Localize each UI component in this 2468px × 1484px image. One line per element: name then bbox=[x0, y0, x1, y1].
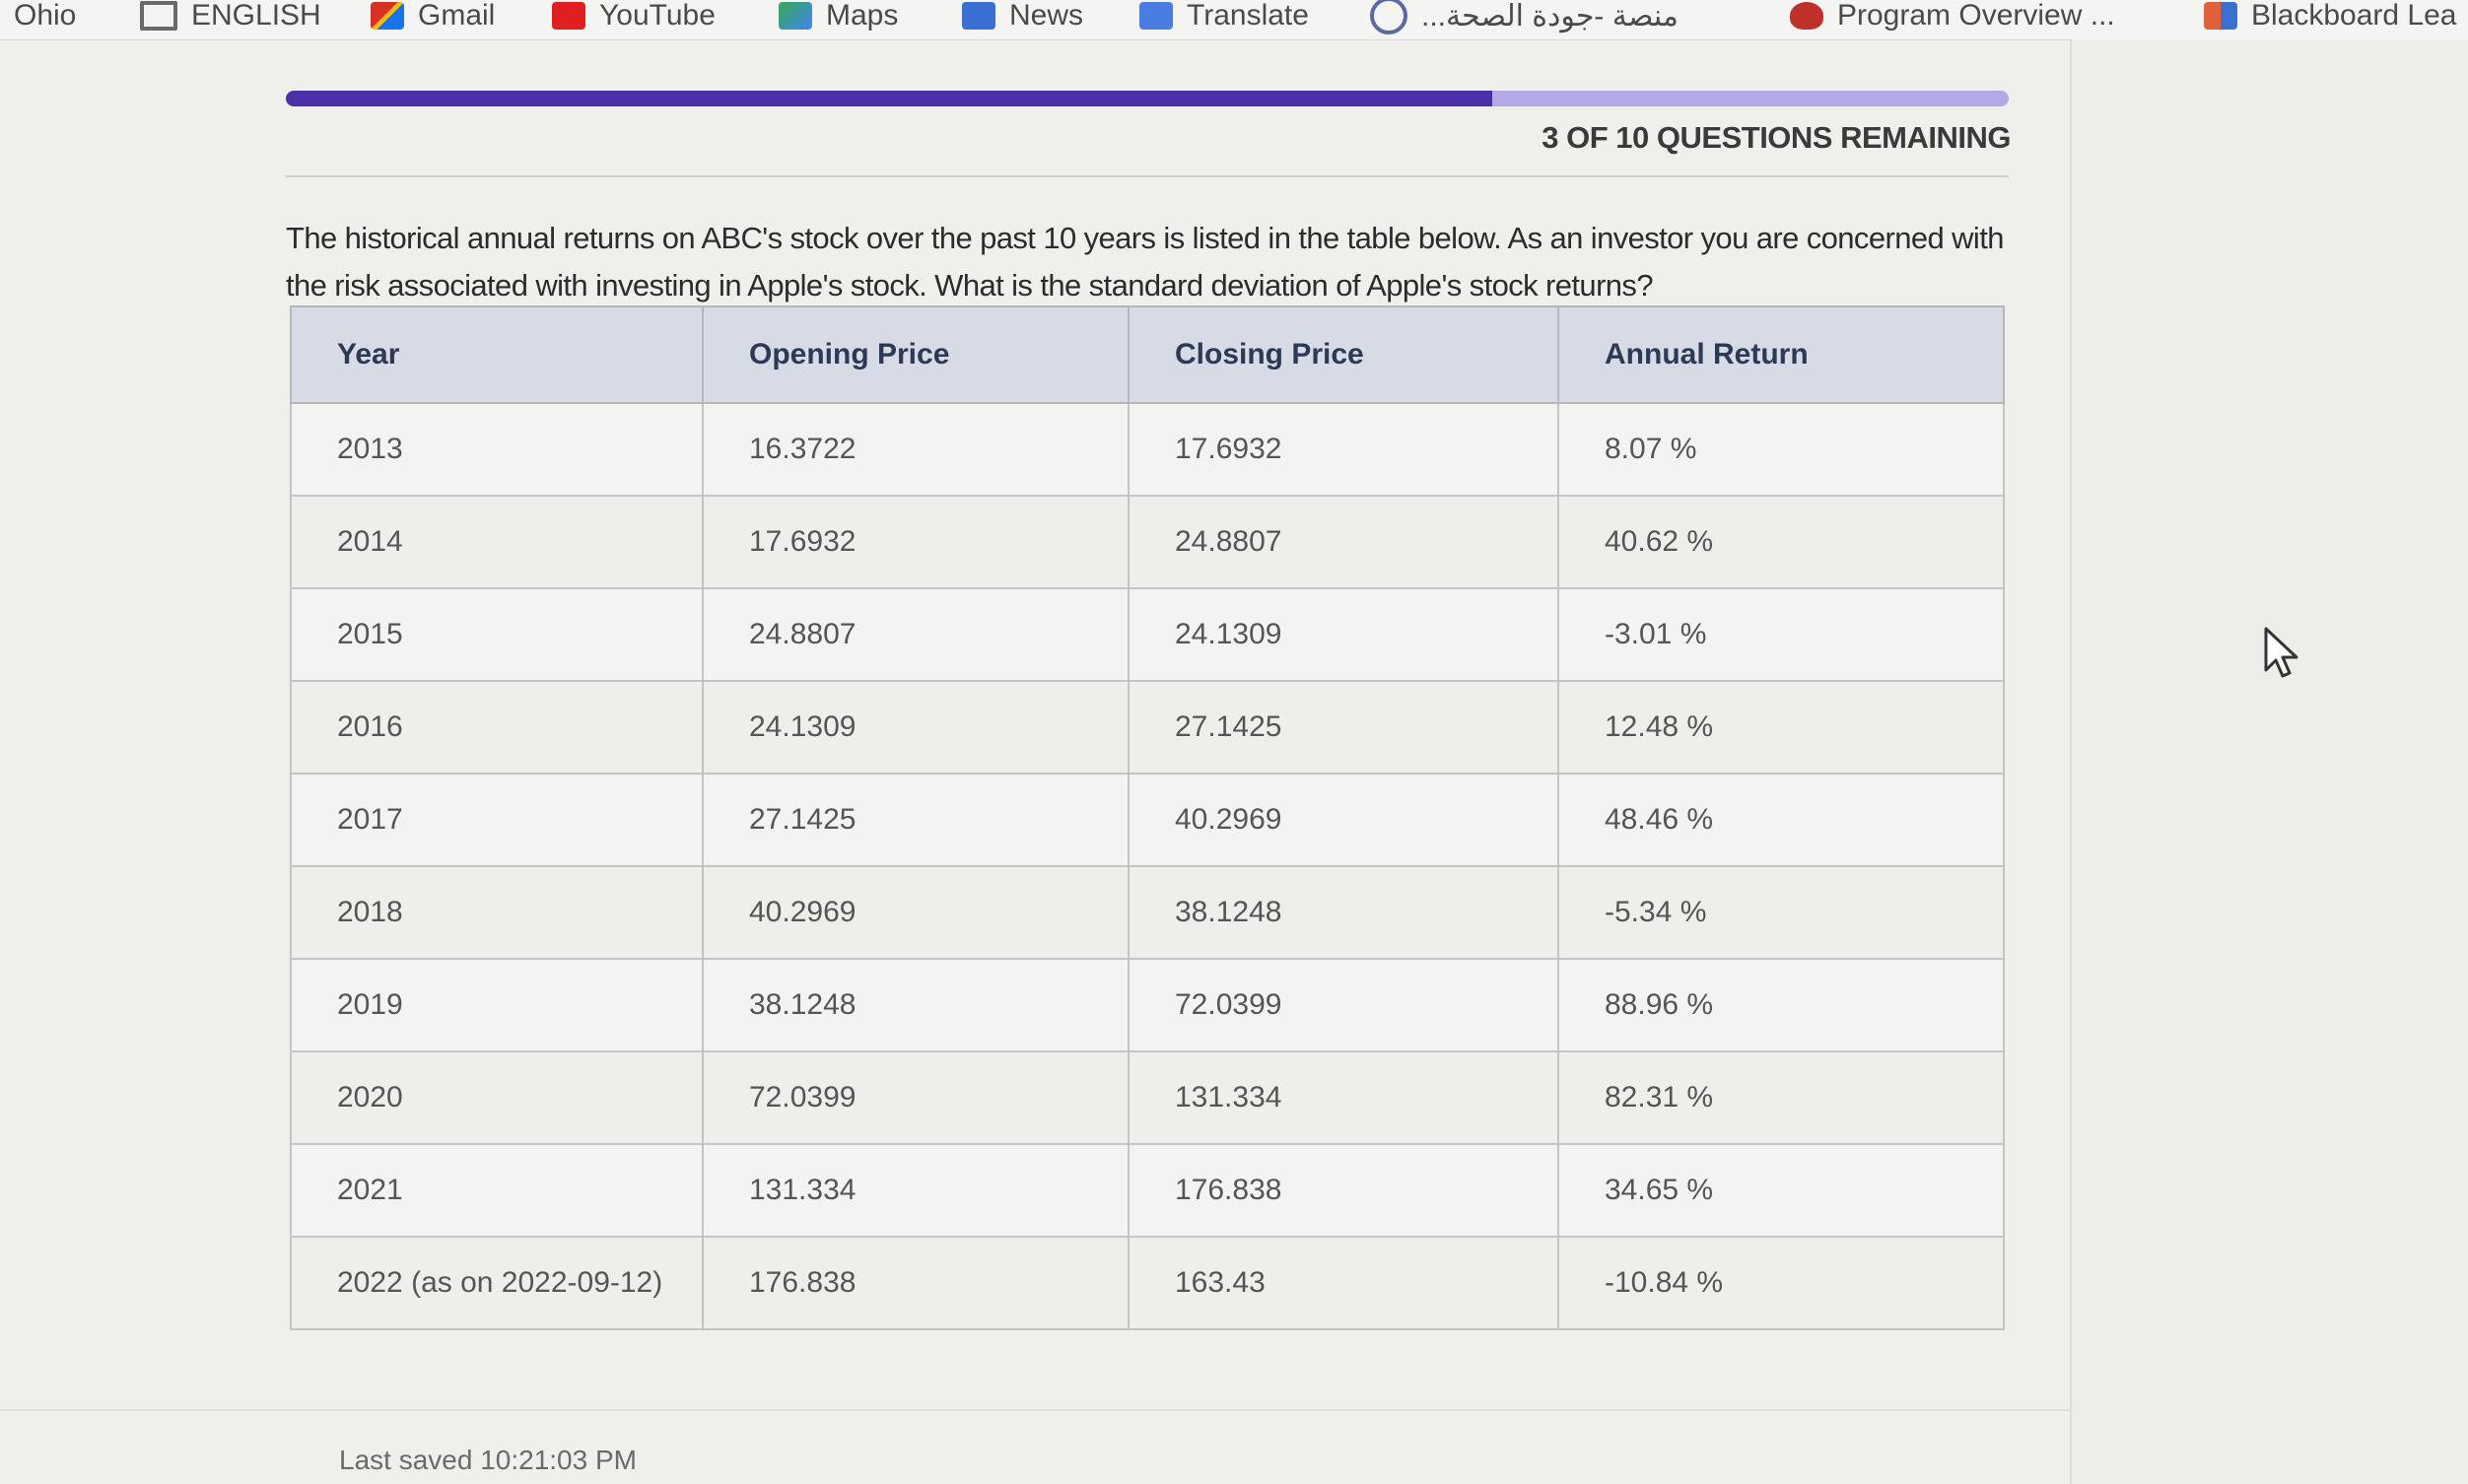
cell-annual-return: -5.34 % bbox=[1558, 866, 2004, 959]
returns-table bbox=[290, 305, 2005, 1330]
cell-closing-price: 17.6932 bbox=[1129, 403, 1558, 496]
table-row bbox=[291, 403, 2004, 496]
cell-opening-price: 17.6932 bbox=[703, 496, 1129, 588]
gmail-icon bbox=[371, 2, 404, 30]
table-row bbox=[291, 681, 2004, 774]
cell-opening-price: 24.1309 bbox=[703, 681, 1129, 774]
bookmark-label: Ohio bbox=[14, 0, 77, 32]
table-row bbox=[291, 959, 2004, 1051]
bookmark-program-overview[interactable] bbox=[1790, 0, 2115, 35]
cell-annual-return: 34.65 % bbox=[1558, 1144, 2004, 1237]
question-text: The historical annual returns on ABC's stock over the past 10 years is listed in the table below. As an investor you are concerned with the risk associated with investing in Apple's stock. What is the standard deviation of Apple's stock returns? bbox=[286, 221, 2004, 303]
cell-opening-price: 176.838 bbox=[703, 1237, 1129, 1329]
header-annual-return: Annual Return bbox=[1558, 306, 2004, 403]
news-icon bbox=[962, 2, 995, 30]
table-row bbox=[291, 866, 2004, 959]
cell-opening-price: 24.8807 bbox=[703, 588, 1129, 681]
cell-annual-return: 40.62 % bbox=[1558, 496, 2004, 588]
cell-annual-return: 82.31 % bbox=[1558, 1051, 2004, 1144]
cell-opening-price: 72.0399 bbox=[703, 1051, 1129, 1144]
last-saved-status: Last saved 10:21:03 PM bbox=[339, 1445, 637, 1475]
folder-icon bbox=[140, 1, 177, 31]
bookmarks-bar bbox=[0, 0, 2468, 40]
cell-year: 2014 bbox=[291, 496, 703, 588]
blackboard-icon bbox=[2204, 2, 2237, 30]
cell-year: 2020 bbox=[291, 1051, 703, 1144]
bookmark-label: Program Overview ... bbox=[1837, 0, 2115, 32]
bookmark-english[interactable] bbox=[140, 0, 321, 35]
cell-opening-price: 40.2969 bbox=[703, 866, 1129, 959]
cell-closing-price: 24.8807 bbox=[1129, 496, 1558, 588]
cell-year: 2016 bbox=[291, 681, 703, 774]
bookmark-label: Maps bbox=[826, 0, 899, 32]
cell-opening-price: 38.1248 bbox=[703, 959, 1129, 1051]
bookmark-label: ...منصة -جودة الصحة bbox=[1421, 0, 1679, 33]
bookmark-label: Translate bbox=[1187, 0, 1309, 32]
cell-annual-return: 12.48 % bbox=[1558, 681, 2004, 774]
bookmark-health-platform[interactable] bbox=[1370, 0, 1679, 35]
header-year: Year bbox=[291, 306, 703, 403]
youtube-icon bbox=[552, 2, 585, 30]
cell-closing-price: 131.334 bbox=[1129, 1051, 1558, 1144]
cell-opening-price: 27.1425 bbox=[703, 774, 1129, 866]
bookmark-news[interactable] bbox=[962, 0, 1083, 35]
header-closing-price: Closing Price bbox=[1129, 306, 1558, 403]
shield-icon bbox=[1790, 2, 1823, 30]
cell-annual-return: -3.01 % bbox=[1558, 588, 2004, 681]
quiz-progress-bar bbox=[286, 91, 2009, 106]
bookmark-translate[interactable] bbox=[1139, 0, 1309, 35]
cell-annual-return: 88.96 % bbox=[1558, 959, 2004, 1051]
cell-year: 2022 (as on 2022-09-12) bbox=[291, 1237, 703, 1329]
cell-closing-price: 163.43 bbox=[1129, 1237, 1558, 1329]
cell-closing-price: 40.2969 bbox=[1129, 774, 1558, 866]
bookmark-maps[interactable] bbox=[779, 0, 898, 35]
cell-closing-price: 72.0399 bbox=[1129, 959, 1558, 1051]
table-row bbox=[291, 1051, 2004, 1144]
bookmark-blackboard[interactable] bbox=[2204, 0, 2456, 35]
divider bbox=[286, 175, 2009, 177]
table-row bbox=[291, 774, 2004, 866]
table-row bbox=[291, 496, 2004, 588]
maps-icon bbox=[779, 2, 812, 30]
mouse-cursor-icon bbox=[2263, 627, 2302, 682]
cell-year: 2015 bbox=[291, 588, 703, 681]
cell-closing-price: 24.1309 bbox=[1129, 588, 1558, 681]
bookmark-label: Blackboard Lea bbox=[2251, 0, 2457, 32]
table-row bbox=[291, 1237, 2004, 1329]
cell-annual-return: 8.07 % bbox=[1558, 403, 2004, 496]
cell-year: 2018 bbox=[291, 866, 703, 959]
quiz-progress-fill bbox=[286, 91, 1492, 106]
cell-annual-return: 48.46 % bbox=[1558, 774, 2004, 866]
cell-closing-price: 27.1425 bbox=[1129, 681, 1558, 774]
bookmark-label: ENGLISH bbox=[191, 0, 321, 32]
cell-closing-price: 38.1248 bbox=[1129, 866, 1558, 959]
table-row bbox=[291, 588, 2004, 681]
cell-annual-return: -10.84 % bbox=[1558, 1237, 2004, 1329]
cell-year: 2021 bbox=[291, 1144, 703, 1237]
cell-opening-price: 131.334 bbox=[703, 1144, 1129, 1237]
table-row bbox=[291, 1144, 2004, 1237]
bookmark-ohio[interactable] bbox=[14, 0, 76, 35]
footer-divider bbox=[0, 1409, 2070, 1411]
questions-remaining: 3 OF 10 QUESTIONS REMAINING bbox=[1542, 120, 2011, 155]
header-opening-price: Opening Price bbox=[703, 306, 1129, 403]
translate-icon bbox=[1139, 2, 1173, 30]
circle-icon bbox=[1370, 0, 1407, 34]
cell-opening-price: 16.3722 bbox=[703, 403, 1129, 496]
bookmark-label: Gmail bbox=[418, 0, 496, 32]
bookmark-label: News bbox=[1009, 0, 1084, 32]
table-header-row bbox=[291, 306, 2004, 403]
bookmark-label: YouTube bbox=[599, 0, 716, 32]
cell-year: 2019 bbox=[291, 959, 703, 1051]
cell-year: 2013 bbox=[291, 403, 703, 496]
bookmark-gmail[interactable] bbox=[371, 0, 495, 35]
right-panel bbox=[2070, 39, 2468, 1484]
bookmark-youtube[interactable] bbox=[552, 0, 716, 35]
cell-closing-price: 176.838 bbox=[1129, 1144, 1558, 1237]
cell-year: 2017 bbox=[291, 774, 703, 866]
